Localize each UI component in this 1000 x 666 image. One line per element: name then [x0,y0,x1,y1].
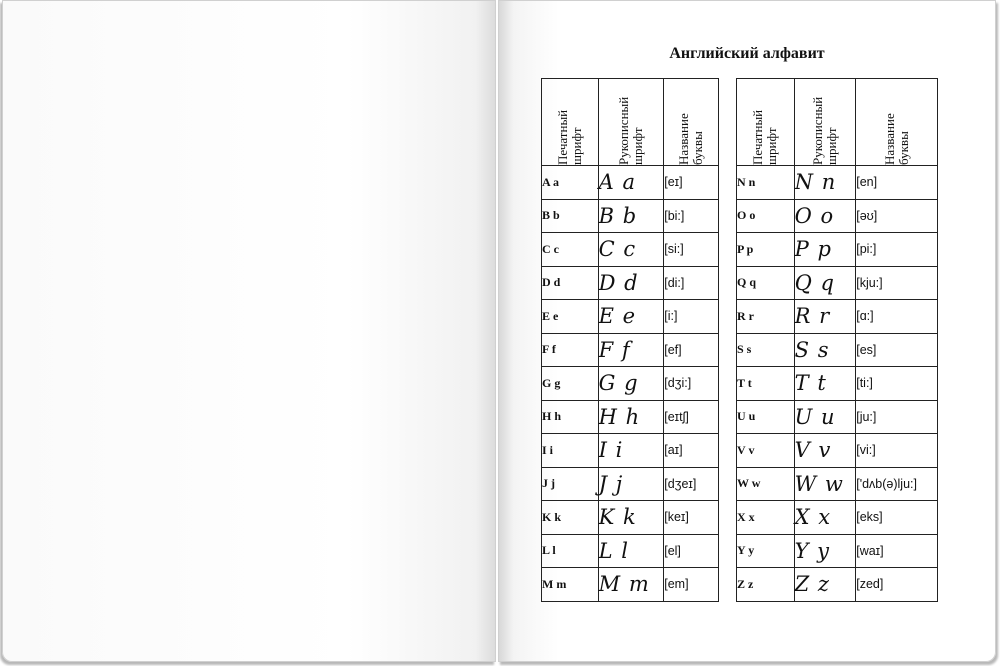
handwritten-letter: H h [598,400,664,434]
letter-name: [el] [664,534,719,568]
letter-name: [zed] [856,568,938,602]
table-row [542,434,719,468]
header-name: Название буквы [664,79,719,166]
handwritten-letter: Y y [794,534,856,568]
letter-name: [ju:] [856,400,938,434]
table-row [737,199,938,233]
table-row [737,233,938,267]
table-row [542,333,719,367]
header-name: Название буквы [856,79,938,166]
table-row [737,501,938,535]
printed-letter: R r [737,300,795,334]
table-row [737,534,938,568]
printed-letter: V v [737,434,795,468]
alphabet-table-right [736,78,938,602]
table-row [542,199,719,233]
letter-name: [waɪ] [856,534,938,568]
printed-letter: P p [737,233,795,267]
table-row [542,501,719,535]
table-row [542,467,719,501]
printed-letter: N n [737,166,795,200]
printed-letter: Y y [737,534,795,568]
table-row [737,367,938,401]
header-row [542,79,719,166]
header-handwritten: Рукописный шрифт [598,79,664,166]
handwritten-letter: U u [794,400,856,434]
handwritten-letter: O o [794,199,856,233]
handwritten-letter: G g [598,367,664,401]
printed-letter: L l [542,534,599,568]
letter-name: [di:] [664,266,719,300]
handwritten-letter: Q q [794,266,856,300]
letter-name: [kju:] [856,266,938,300]
table-row [542,266,719,300]
left-page [2,0,496,662]
letter-name: [keɪ] [664,501,719,535]
printed-letter: O o [737,199,795,233]
table-row [542,534,719,568]
printed-letter: K k [542,501,599,535]
letter-name: [i:] [664,300,719,334]
handwritten-letter: A a [598,166,664,200]
letter-name: [si:] [664,233,719,267]
printed-letter: Q q [737,266,795,300]
header-row [737,79,938,166]
handwritten-letter: N n [794,166,856,200]
printed-letter: F f [542,333,599,367]
handwritten-letter: V v [794,434,856,468]
table-row [542,568,719,602]
letter-name: [em] [664,568,719,602]
letter-name: [dʒi:] [664,367,719,401]
handwritten-letter: Z z [794,568,856,602]
letter-name: [pi:] [856,233,938,267]
header-handwritten: Рукописный шрифт [794,79,856,166]
printed-letter: J j [542,467,599,501]
table-row [737,467,938,501]
table-row [737,434,938,468]
handwritten-letter: K k [598,501,664,535]
page-title: Английский алфавит [669,45,825,62]
table-row [542,166,719,200]
printed-letter: M m [542,568,599,602]
printed-letter: G g [542,367,599,401]
table-row [542,233,719,267]
handwritten-letter: M m [598,568,664,602]
letter-name: [eɪtʃ] [664,400,719,434]
handwritten-letter: I i [598,434,664,468]
table-row [542,367,719,401]
printed-letter: T t [737,367,795,401]
table-row [737,266,938,300]
table-row [542,400,719,434]
letter-name: [eks] [856,501,938,535]
letter-name: [en] [856,166,938,200]
printed-letter: X x [737,501,795,535]
printed-letter: U u [737,400,795,434]
printed-letter: B b [542,199,599,233]
table-row [737,333,938,367]
printed-letter: E e [542,300,599,334]
handwritten-letter: L l [598,534,664,568]
table-row [542,300,719,334]
letter-name: ['dʌb(ə)lju:] [856,467,938,501]
handwritten-letter: W w [794,467,856,501]
handwritten-letter: E e [598,300,664,334]
letter-name: [es] [856,333,938,367]
letter-name: [bi:] [664,199,719,233]
table-row [737,300,938,334]
handwritten-letter: T t [794,367,856,401]
letter-name: [vi:] [856,434,938,468]
handwritten-letter: D d [598,266,664,300]
printed-letter: I i [542,434,599,468]
letter-name: [əʊ] [856,199,938,233]
handwritten-letter: X x [794,501,856,535]
handwritten-letter: B b [598,199,664,233]
printed-letter: D d [542,266,599,300]
letter-name: [aɪ] [664,434,719,468]
printed-letter: Z z [737,568,795,602]
header-printed: Печатный шрифт [542,79,599,166]
printed-letter: S s [737,333,795,367]
letter-name: [ɑ:] [856,300,938,334]
printed-letter: W w [737,467,795,501]
table-row [737,400,938,434]
header-printed: Печатный шрифт [737,79,795,166]
table-row [737,568,938,602]
handwritten-letter: C c [598,233,664,267]
printed-letter: H h [542,400,599,434]
handwritten-letter: R r [794,300,856,334]
letter-name: [ti:] [856,367,938,401]
alphabet-table-left [541,78,719,602]
printed-letter: A a [542,166,599,200]
table-row [737,166,938,200]
letter-name: [eɪ] [664,166,719,200]
handwritten-letter: F f [598,333,664,367]
handwritten-letter: S s [794,333,856,367]
letter-name: [ef] [664,333,719,367]
handwritten-letter: P p [794,233,856,267]
printed-letter: C c [542,233,599,267]
handwritten-letter: J j [598,467,664,501]
letter-name: [dʒeɪ] [664,467,719,501]
